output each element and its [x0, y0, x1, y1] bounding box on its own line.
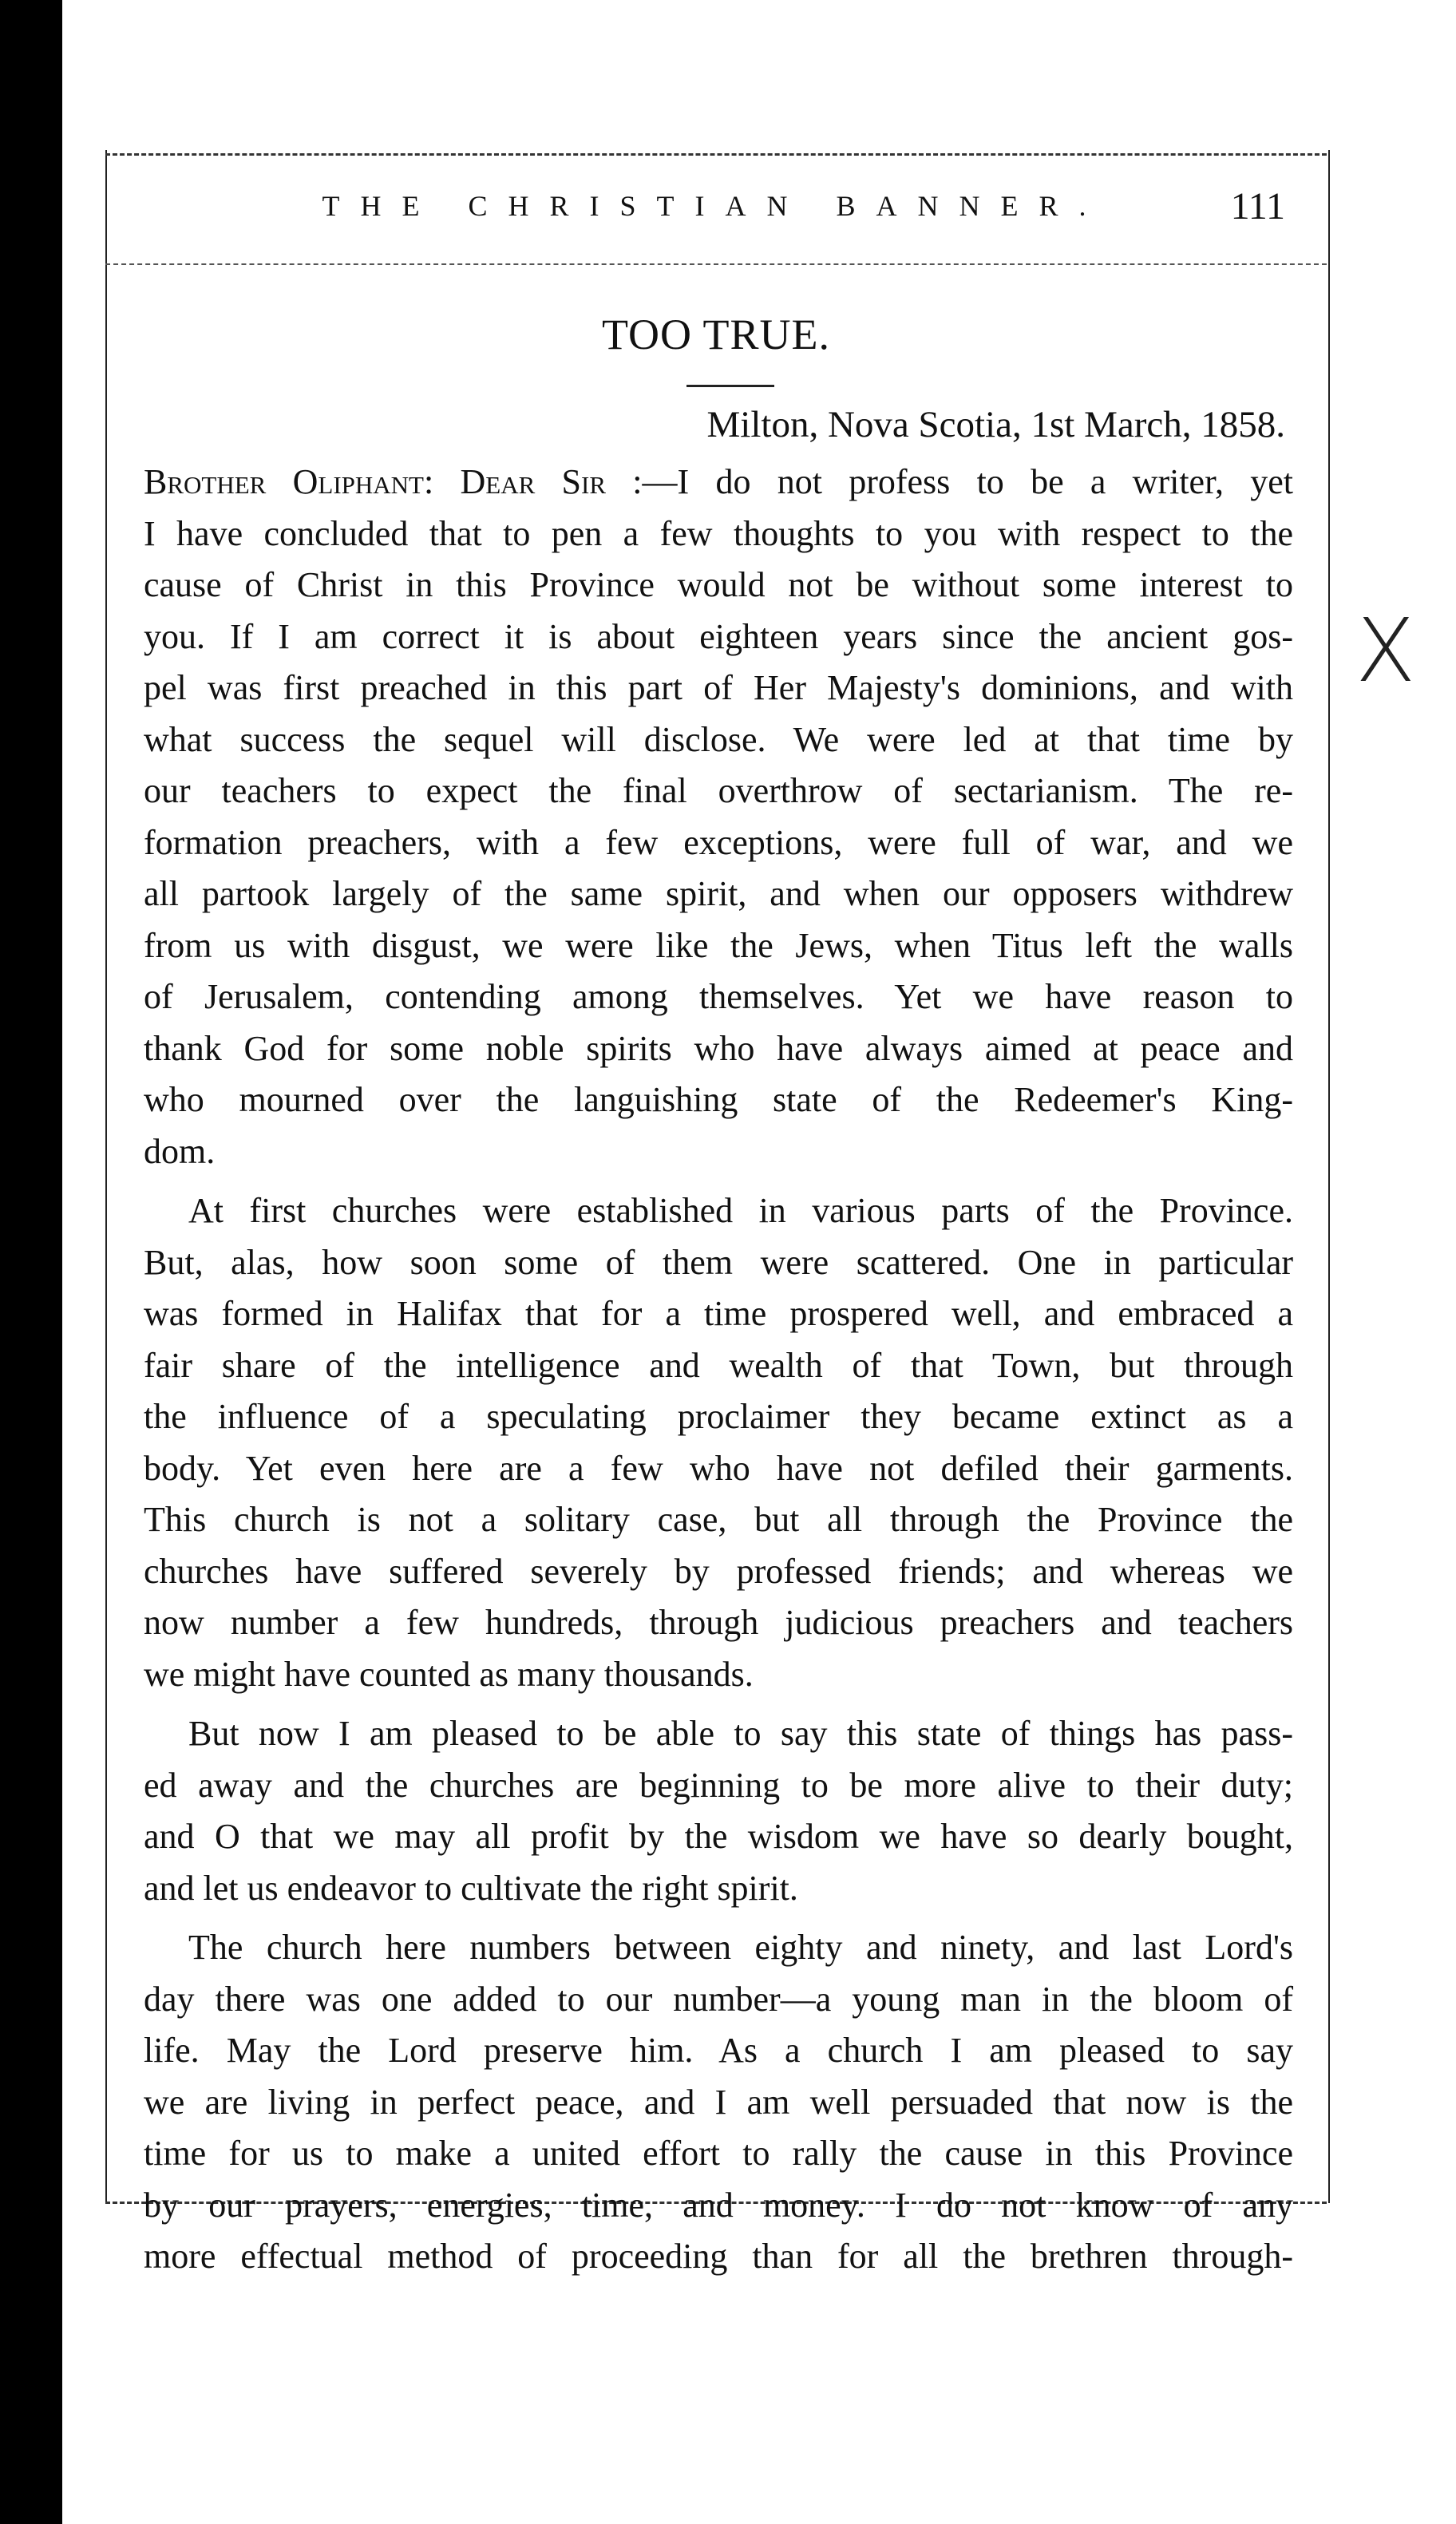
text-line: by our prayers, energies, time, and money. I do not know of any — [144, 2185, 1293, 2225]
text-line: more effectual method of proceeding than for all the brethren through- — [144, 2237, 1293, 2276]
text-line: was formed in Halifax that for a time prospered well, and embraced a — [144, 1294, 1293, 1333]
text-line: what success the sequel will disclose. We were led at that time by — [144, 719, 1293, 759]
text-line: you. If I am correct it is about eighteen years since the ancient gos- — [144, 616, 1293, 656]
text-line: At first churches were established in various parts of the Province. — [188, 1191, 1293, 1230]
salutation: Brother Oliphant: Dear Sir :— — [144, 462, 678, 501]
text-line: we might have counted as many thousands. — [144, 1654, 754, 1694]
text-line: the influence of a speculating proclaimer they became extinct as a — [144, 1397, 1293, 1436]
text-line: thank God for some noble spirits who have always aimed at peace and — [144, 1028, 1293, 1068]
running-title: THE CHRISTIAN BANNER. — [322, 190, 1107, 222]
margin-mark: X — [1355, 599, 1416, 702]
page-number: 111 — [1230, 184, 1285, 227]
text-line: who mourned over the languishing state of the Redeemer's King- — [144, 1080, 1293, 1119]
text-line: But, alas, how soon some of them were scattered. One in particular — [144, 1242, 1293, 1282]
text-line: ed away and the churches are beginning to be more alive to their duty; — [144, 1765, 1293, 1805]
text-line: we are living in perfect peace, and I am well persuaded that now is the — [144, 2082, 1293, 2122]
text-line: formation preachers, with a few exceptions, were full of war, and we — [144, 822, 1293, 862]
text-line: all partook largely of the same spirit, and when our opposers withdrew — [144, 874, 1293, 913]
text-line: pel was first preached in this part of Her Majesty's dominions, and with — [144, 668, 1293, 707]
text-line: of Jerusalem, contending among themselves. Yet we have reason to — [144, 977, 1293, 1016]
text-line: dom. — [144, 1131, 216, 1171]
text-line: and let us endeavor to cultivate the right spirit. — [144, 1868, 798, 1908]
text-line: cause of Christ in this Province would not be without some interest to — [144, 565, 1293, 604]
text-line: life. May the Lord preserve him. As a church I am pleased to say — [144, 2031, 1293, 2070]
text-line: from us with disgust, we were like the Jews, when Titus left the walls — [144, 925, 1293, 965]
article-body — [144, 457, 1293, 2283]
article-heading: TOO TRUE. — [601, 311, 830, 358]
text-line: But now I am pleased to be able to say this state of things has pass- — [188, 1714, 1293, 1753]
text-line: now number a few hundreds, through judicious preachers and teachers — [144, 1603, 1293, 1642]
text-line: The church here numbers between eighty and ninety, and last Lord's — [188, 1928, 1293, 1967]
text-line: body. Yet even here are a few who have not defiled their garments. — [144, 1448, 1293, 1488]
text-line: This church is not a solitary case, but all through the Province the — [144, 1500, 1293, 1539]
text-line: I have concluded that to pen a few thoughts to you with respect to the — [144, 513, 1293, 553]
text-line: day there was one added to our number—a young man in the bloom of — [144, 1979, 1293, 2019]
text-line: and O that we may all profit by the wisdom we have so dearly bought, — [144, 1817, 1293, 1856]
header-underline — [105, 263, 1327, 265]
text-line: churches have suffered severely by professed friends; and whereas we — [144, 1551, 1293, 1591]
header-rule — [105, 153, 1327, 156]
scan-edge — [0, 0, 62, 2524]
heading-rule — [686, 385, 774, 387]
running-head — [144, 177, 1285, 235]
dateline: Milton, Nova Scotia, 1st March, 1858. — [706, 404, 1285, 445]
text-line: time for us to make a united effort to rally the cause in this Province — [144, 2134, 1293, 2173]
text-line: our teachers to expect the final overthrow of sectarianism. The re- — [144, 771, 1293, 810]
text-line: fair share of the intelligence and wealth of that Town, but through — [144, 1345, 1293, 1385]
text-line: Brother Oliphant: Dear Sir :—I do not profess to be a writer, yet — [144, 462, 1293, 501]
